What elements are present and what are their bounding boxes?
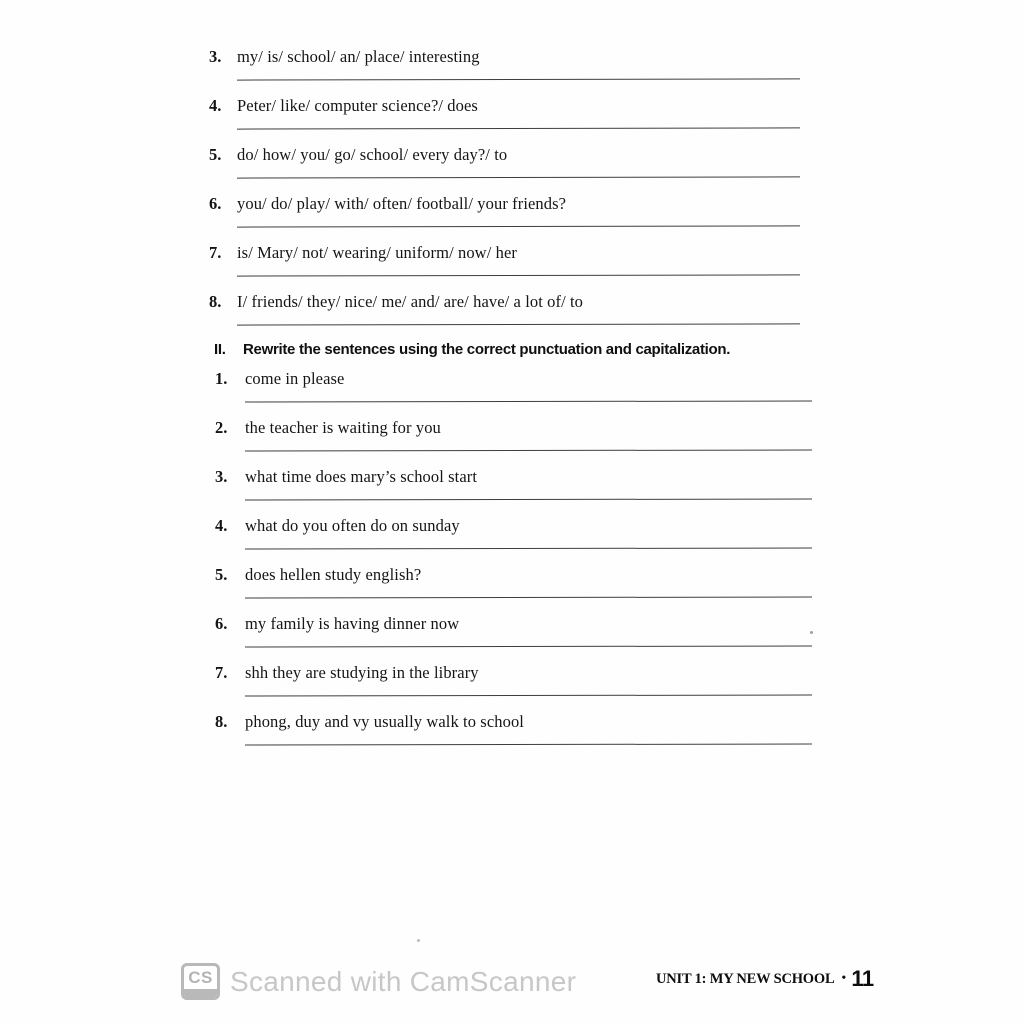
item-number: 6. [215, 614, 228, 633]
answer-line [237, 78, 800, 80]
item-number: 7. [215, 663, 228, 682]
item-text: you/ do/ play/ with/ often/ football/ your friends? [237, 194, 567, 213]
answer-line [237, 225, 800, 227]
item-text: my/ is/ school/ an/ place/ interesting [237, 47, 480, 66]
item-number: 6. [209, 194, 222, 213]
answer-line [245, 499, 812, 501]
exercise-2-section [0, 340, 1024, 745]
exercise-item [0, 291, 1024, 325]
footer-bullet: • [841, 971, 847, 986]
item-text: come in please [245, 369, 345, 388]
camscanner-logo-icon [181, 963, 220, 1000]
item-number: 5. [209, 145, 222, 164]
watermark-label: Scanned with CamScanner [230, 965, 577, 997]
item-text: Peter/ like/ computer science?/ does [237, 96, 478, 115]
exercise-item [0, 242, 1024, 276]
exercise-item [0, 417, 1024, 451]
exercise-item [0, 144, 1024, 178]
answer-line [237, 274, 800, 276]
item-number: 4. [215, 516, 228, 535]
answer-line [237, 176, 800, 178]
exercise-item [0, 711, 1024, 745]
exercise-item [0, 46, 1024, 80]
answer-line [245, 744, 812, 746]
item-text: shh they are studying in the library [245, 663, 479, 682]
answer-line [245, 548, 812, 550]
item-number: 4. [209, 96, 222, 115]
exercise-item [0, 564, 1024, 598]
exercise-item [0, 95, 1024, 129]
exercise-item [0, 193, 1024, 227]
unit-title: UNIT 1: MY NEW SCHOOL [656, 970, 835, 987]
camscanner-watermark [181, 963, 576, 1000]
page-footer [656, 966, 874, 992]
answer-line [237, 127, 800, 129]
page-content [0, 46, 1024, 760]
item-number: 5. [215, 565, 228, 584]
item-number: 3. [209, 47, 222, 66]
item-text: what do you often do on sunday [245, 516, 460, 535]
exercise-item [0, 662, 1024, 696]
item-number: 1. [215, 369, 228, 388]
scan-speck [810, 631, 813, 634]
scan-speck [417, 939, 420, 942]
item-text: I/ friends/ they/ nice/ me/ and/ are/ have/ a lot of/ to [237, 292, 584, 311]
item-number: 3. [215, 467, 228, 486]
item-text: my family is having dinner now [245, 614, 460, 633]
item-number: 2. [215, 418, 228, 437]
answer-line [245, 597, 812, 599]
item-text: phong, duy and vy usually walk to school [245, 712, 524, 731]
item-text: the teacher is waiting for you [245, 418, 441, 437]
exercise-2-header [214, 340, 1024, 360]
item-text: is/ Mary/ not/ wearing/ uniform/ now/ her [237, 243, 517, 262]
camscanner-logo-bar [184, 989, 217, 997]
answer-line [237, 323, 800, 325]
section-marker: II. [214, 341, 226, 358]
item-text: what time does mary’s school start [245, 467, 478, 486]
item-number: 7. [209, 243, 222, 262]
item-number: 8. [209, 292, 222, 311]
exercise-1-section [0, 46, 1024, 325]
exercise-item [0, 466, 1024, 500]
page-number: 11 [851, 966, 874, 991]
answer-line [245, 695, 812, 697]
answer-line [245, 450, 812, 452]
answer-line [245, 401, 812, 403]
exercise-item [0, 368, 1024, 402]
item-number: 8. [215, 712, 228, 731]
exercise-item [0, 515, 1024, 549]
exercise-item [0, 613, 1024, 647]
answer-line [245, 646, 812, 648]
section-title: Rewrite the sentences using the correct punctuation and capitalization. [243, 341, 731, 358]
item-text: does hellen study english? [245, 565, 422, 584]
item-text: do/ how/ you/ go/ school/ every day?/ to [237, 145, 508, 164]
camscanner-logo-text: CS [188, 967, 213, 987]
